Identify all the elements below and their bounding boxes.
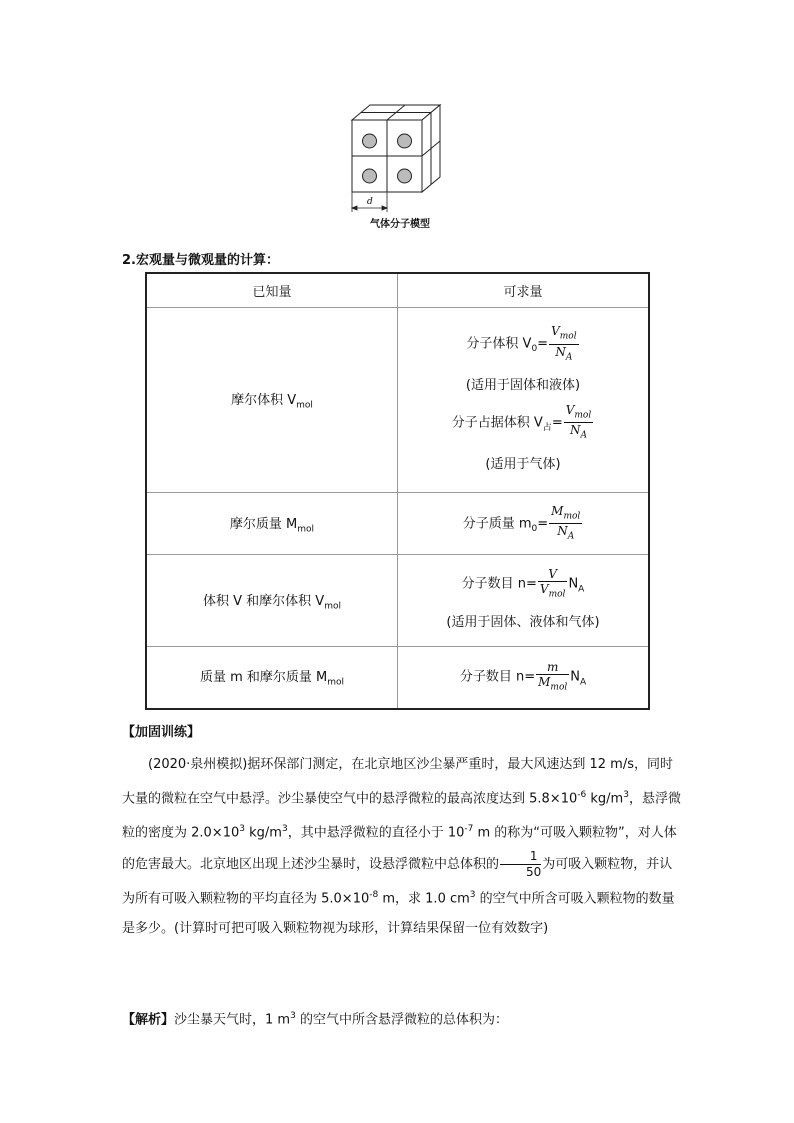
- table-row: [146, 493, 649, 555]
- known-cell: 质量 m 和摩尔质量 $M_{mol}$: [146, 647, 398, 709]
- dimension-label: d: [367, 197, 373, 207]
- note-solid-liquid: (适用于固体和液体): [465, 378, 581, 393]
- macro-micro-table: [145, 272, 650, 710]
- section-title: 2.宏观量与微观量的计算：: [122, 253, 279, 268]
- figure-caption: 气体分子模型: [370, 219, 430, 230]
- note-all-states: (适用于固体、液体和气体): [446, 615, 600, 631]
- note-gas: (适用于气体): [485, 456, 561, 472]
- solution-label: 【解析】: [122, 1012, 175, 1028]
- header-known: 已知量: [146, 273, 398, 308]
- table-row: [146, 308, 649, 493]
- formula-occupied-volume: 分子占据体积 $V_占=$ $\frac{V_{mol}}{N_A}$: [451, 403, 592, 441]
- formula-molecule-volume: 分子体积 $V_0=$ $\frac{V_{mol}}{N_A}$: [466, 324, 577, 362]
- derivable-cell: 分子数目 n= $\frac{m}{M_{mol}}$ $N_A$: [398, 647, 650, 709]
- derivable-cell: [398, 308, 650, 493]
- known-cell: 摩尔质量 $M_{mol}$: [146, 493, 398, 555]
- known-cell: 摩尔体积 $V_{mol}$: [146, 308, 398, 493]
- table-row: [146, 555, 649, 647]
- problem-text: (2020·泉州模拟)据环保部门测定，在北京地区沙尘暴严重时，最大风速达到 12 m/s，同时大量的微粒在空气中悬浮。沙尘暴使空气中的悬浮微粒的最高浓度达到 $5.8\times 10^{-6}$ $kg/m^3$，悬浮微粒的密度为 $2.0\times 10^3$ $kg/m^3$，其中悬浮微粒的直径小于 $10^{-7}$ m 的称为“可吸入颗粒物”，对人体的危害最大。北京地区出现上述沙尘暴时，设悬浮微粒中总体积的 $\frac{1}{50}$ 为可吸入颗粒物，并认为所有可吸入颗粒物的平均直径为 $5.0\times 10^{-8}$ m，求 1.0 $cm^3$ 的空气中所含可吸入颗粒物的数量是多少。(计算时可把可吸入颗粒物视为球形，计算结果保留一位有效数字): [122, 757, 681, 936]
- known-cell: 体积 V 和摩尔体积 $V_{mol}$: [146, 555, 398, 647]
- formula-molecule-count-volume: 分子数目 n= $\frac{V}{V_{mol}}$ $N_A$: [461, 566, 585, 600]
- solution-text: 【解析】沙尘暴天气时，1 $m^3$ 的空气中所含悬浮微粒的总体积为：: [122, 1011, 508, 1028]
- table-row: [146, 647, 649, 709]
- fraction-one-fiftieth: $\frac{1}{50}$: [500, 849, 541, 880]
- table-header-row: [146, 273, 649, 308]
- header-derivable: 可求量: [398, 273, 650, 308]
- derivable-cell: [398, 555, 650, 647]
- training-title: 【加固训练】: [122, 725, 201, 740]
- derivable-cell: 分子质量 $m_0=$ $\frac{M_{mol}}{N_A}$: [398, 493, 650, 555]
